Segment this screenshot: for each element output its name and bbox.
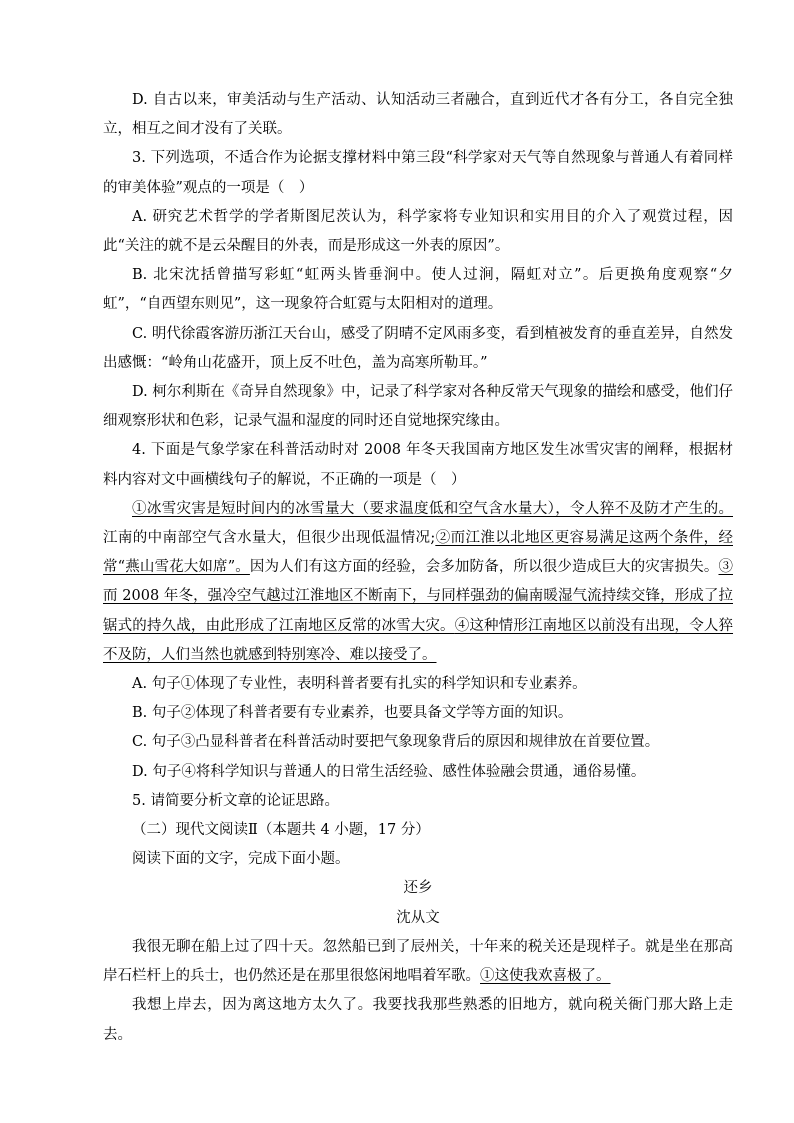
document-page <box>103 86 733 1050</box>
story-title: 还乡 <box>403 880 433 897</box>
q4-option-a: A. 句子①体现了专业性，表明科普者要有扎实的科学知识和专业素养。 <box>132 676 587 693</box>
q3-option-b: B. 北宋沈括曾描写彩虹“虹两头皆垂涧中。使人过涧，隔虹对立”。后更换角度观察“夕虹”，“自西望东则见”，这一现象符合虹霓与太阳相对的道理。 <box>103 267 733 313</box>
q3-option-d: D. 柯尔利斯在《奇异自然现象》中，记录了科学家对各种反常天气现象的描绘和感受，他们仔细观察形状和色彩，记录气温和湿度的同时还自觉地探究缘由。 <box>103 384 733 430</box>
q3-option-c: C. 明代徐霞客游历浙江天台山，感受了阴晴不定风雨多变，看到植被发育的垂直差异，自然发出感慨：“岭角山花盛开，顶上反不吐色，盖为高寒所勒耳。” <box>103 325 733 371</box>
q2-option-d: D. 自古以来，审美活动与生产活动、认知活动三者融合，直到近代才各有分工，各自完全独立，相互之间才没有了关联。 <box>103 92 733 138</box>
q3-stem: 3. 下列选项，不适合作为论据支撑材料中第三段“科学家对天气等自然现象与普通人有着同样的审美体验”观点的一项是（ ） <box>103 150 733 196</box>
q3-option-a: A. 研究艺术哲学的学者斯图尼茨认为，科学家将专业知识和实用目的介入了观赏过程，因此“关注的就不是云朵醒目的外表，而是形成这一外表的原因”。 <box>103 208 733 255</box>
underlined-sentence-2: ②而江淮以北地区更容易满足这两个条件，经常“燕山雪花大如席”。 <box>103 530 733 576</box>
section2-heading: （二）现代文阅读Ⅱ（本题共 4 小题，17 分） <box>132 822 430 839</box>
section2-instruction: 阅读下面的文字，完成下面小题。 <box>132 851 350 868</box>
q5-stem: 5. 请简要分析文章的论证思路。 <box>132 792 339 809</box>
story-author: 沈从文 <box>396 909 440 926</box>
q4-option-d: D. 句子④将科学知识与普通人的日常生活经验、感性体验融会贯通，通俗易懂。 <box>132 763 646 780</box>
underlined-sentence-1: ①冰雪灾害是短时间内的冰雪量大（要求温度低和空气含水量大），令人猝不及防才产生的。 <box>132 500 733 517</box>
passage-plain-1: 江南的中南部空气含水量大，但很少出现低温情况; <box>103 530 436 547</box>
q4-passage <box>103 495 733 670</box>
story-underlined-sentence-1: ①这使我欢喜极了。 <box>480 968 611 985</box>
story-paragraph-1-text: 我很无聊在船上过了四十天。忽然船已到了辰州关，十年来的税关还是现样子。就是坐在那高岸石栏杆上的兵士，也仍然还是在那里很悠闲地唱着军歌。 <box>103 938 733 985</box>
underlined-sentence-4: ④这种情形江南地区以前没有出现，令人猝不及防，人们当然也就感到特别寒冷、难以接受了。 <box>103 617 734 663</box>
q4-stem: 4. 下面是气象学家在科普活动时对 2008 年冬天我国南方地区发生冰雪灾害的阐释，根据材料内容对文中画横线句子的解说，不正确的一项是（ ） <box>103 442 733 488</box>
story-paragraph-2: 我想上岸去，因为离这地方太久了。我要找我那些熟悉的旧地方，就向税关衙门那大路上走去。 <box>103 997 733 1043</box>
underlined-sentence-3: ③而 2008 年冬，强冷空气越过江淮地区不断南下，与同样强劲的偏南暖湿气流持续交锋，形成了拉锯式的持久战，由此形成了江南地区反常的冰雪大灾。 <box>103 559 733 634</box>
passage-plain-2: 因为人们有这方面的经验，会多加防备，所以很少造成巨大的灾害损失。 <box>249 559 719 576</box>
story-paragraph-1 <box>103 933 733 991</box>
q4-option-b: B. 句子②体现了科普者要有专业素养，也要具备文学等方面的知识。 <box>132 705 573 722</box>
q4-option-c: C. 句子③凸显科普者在科普活动时要把气象现象背后的原因和规律放在首要位置。 <box>132 734 660 751</box>
